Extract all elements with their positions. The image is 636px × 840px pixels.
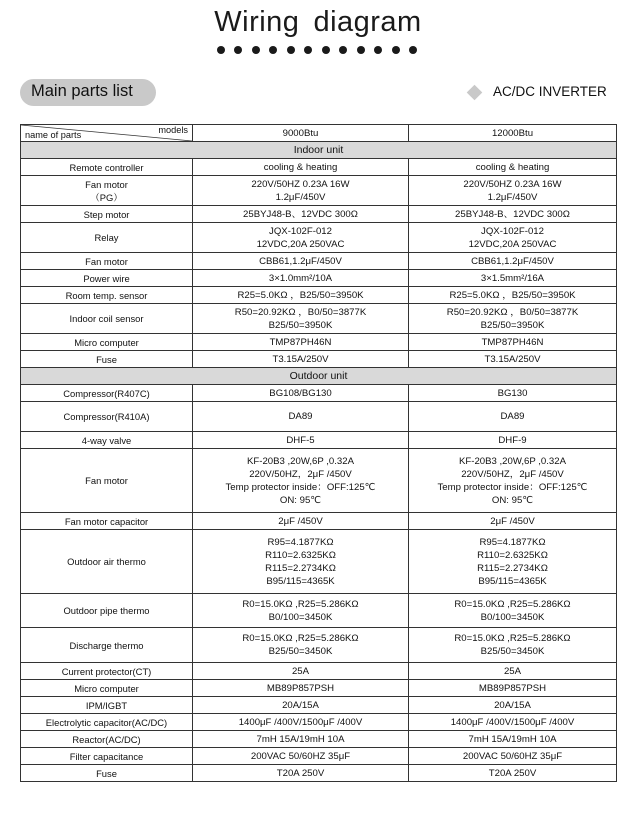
cell-line: T20A 250V [488, 767, 537, 779]
cell-line: R115=2.2734KΩ [477, 562, 548, 574]
cell-line: 200VAC 50/60HZ 35μF [250, 750, 351, 762]
cell-line: 220V/50HZ 0.23A 16W [463, 178, 562, 190]
cell-line: MB89P857PSH [478, 682, 547, 694]
title-dot [252, 46, 260, 54]
spec-9000btu-cell [193, 594, 409, 628]
outdoor-unit-section-label: Outdoor unit [21, 368, 617, 385]
spec-9000btu-cell [193, 206, 409, 223]
spec-12000btu-cell [409, 176, 617, 206]
cell-line: Fuse [96, 767, 117, 779]
table-row [21, 304, 617, 334]
cell-line: Fan motor [85, 475, 128, 486]
cell-line: R95=4.1877KΩ [479, 536, 546, 548]
title-dot [322, 46, 330, 54]
main-parts-list-badge [20, 79, 156, 106]
cell-line: Temp protector inside：OFF:125℃ [437, 481, 588, 493]
part-name-cell [21, 351, 193, 368]
cell-line: Filter capacitance [69, 750, 144, 762]
cell-line: 1.2μF/450V [275, 191, 326, 203]
main-parts-list-label: Main parts list [31, 82, 133, 100]
part-name-cell [21, 432, 193, 449]
spec-12000btu-cell [409, 449, 617, 513]
table-row [21, 385, 617, 402]
spec-12000btu-cell [409, 714, 617, 731]
cell-line: R0=15.0KΩ ,R25=5.286KΩ [454, 633, 571, 644]
indoor-unit-section-label: Indoor unit [21, 142, 617, 159]
cell-line: T3.15A/250V [484, 353, 541, 365]
cell-line: 1400μF /400V/1500μF /400V [450, 716, 575, 728]
spec-9000btu-cell [193, 176, 409, 206]
spec-12000btu-cell [409, 731, 617, 748]
header-corner-cell [21, 125, 193, 142]
cell-line: DA89 [288, 411, 313, 422]
title-dot [287, 46, 295, 54]
part-name-cell [21, 513, 193, 530]
cell-line: Discharge thermo [69, 639, 144, 651]
spec-12000btu-cell [409, 159, 617, 176]
part-name-cell [21, 697, 193, 714]
cell-line: R25=5.0KΩ ，B25/50=3950K [449, 289, 576, 301]
cell-line: Electrolytic capacitor(AC/DC) [45, 716, 168, 728]
parts-table [20, 124, 617, 782]
cell-line: B0/100=3450K [268, 611, 333, 623]
outdoor-unit-section-row [21, 368, 617, 385]
part-name-cell [21, 206, 193, 223]
spec-9000btu-cell [193, 287, 409, 304]
title-dot [339, 46, 347, 54]
cell-line: T3.15A/250V [272, 353, 329, 365]
cell-line: 20A/15A [494, 699, 531, 711]
cell-line: IPM/IGBT [85, 699, 128, 711]
cell-line: 200VAC 50/60HZ 35μF [462, 750, 563, 762]
cell-line: 25BYJ48-B、12VDC 300Ω [455, 208, 570, 220]
title-word-1: Wiring [214, 6, 300, 38]
spec-9000btu-cell [193, 731, 409, 748]
cell-line: 3×1.0mm²/10A [268, 272, 333, 284]
parts-table-body [21, 125, 617, 782]
title-word-2: diagram [313, 6, 422, 38]
table-row [21, 513, 617, 530]
page-title [0, 6, 636, 39]
spec-12000btu-cell [409, 680, 617, 697]
cell-line: R110=2.6325KΩ [477, 549, 548, 561]
spec-9000btu-cell [193, 449, 409, 513]
table-row [21, 176, 617, 206]
spec-12000btu-cell [409, 697, 617, 714]
cell-line: B25/50=3450K [480, 646, 545, 657]
cell-line: R0=15.0KΩ ,R25=5.286KΩ [454, 598, 571, 610]
cell-line: Compressor(R410A) [63, 411, 150, 422]
cell-line: B0/100=3450K [480, 611, 545, 623]
cell-line: Remote controller [69, 161, 144, 173]
table-row [21, 628, 617, 663]
cell-line: R0=15.0KΩ ,R25=5.286KΩ [242, 598, 359, 610]
cell-line: DA89 [500, 411, 525, 422]
spec-12000btu-cell [409, 432, 617, 449]
cell-line: Micro computer [74, 336, 139, 348]
cell-line: DHF-9 [498, 434, 527, 446]
cell-line: JQX-102F-012 [269, 225, 332, 237]
part-name-cell [21, 714, 193, 731]
cell-line: 220V/50HZ，2μF /450V [249, 468, 352, 480]
table-row [21, 206, 617, 223]
cell-line: Reactor(AC/DC) [72, 733, 141, 745]
table-row [21, 731, 617, 748]
cell-line: Room temp. sensor [65, 289, 148, 301]
cell-line: B25/50=3450K [268, 646, 333, 657]
inverter-label: AC/DC INVERTER [493, 84, 607, 99]
table-row [21, 748, 617, 765]
cell-line: Step motor [83, 208, 130, 220]
part-name-cell [21, 765, 193, 782]
spec-9000btu-cell [193, 663, 409, 680]
spec-9000btu-cell [193, 402, 409, 432]
table-row [21, 432, 617, 449]
table-row [21, 680, 617, 697]
title-dot [374, 46, 382, 54]
cell-line: Compressor(R407C) [63, 387, 150, 399]
part-name-cell [21, 304, 193, 334]
part-name-cell [21, 334, 193, 351]
cell-line: Outdoor air thermo [67, 556, 146, 567]
spec-9000btu-cell [193, 697, 409, 714]
spec-12000btu-cell [409, 304, 617, 334]
cell-line: B95/115=4365K [478, 575, 547, 587]
cell-line: 2μF /450V [278, 515, 323, 527]
table-row [21, 334, 617, 351]
spec-12000btu-cell [409, 765, 617, 782]
spec-12000btu-cell [409, 594, 617, 628]
spec-12000btu-cell [409, 663, 617, 680]
spec-9000btu-cell [193, 628, 409, 663]
cell-line: 25BYJ48-B、12VDC 300Ω [243, 208, 358, 220]
header-models-label: models [158, 125, 188, 135]
cell-line: Micro computer [74, 682, 139, 694]
title-dot [269, 46, 277, 54]
cell-line: CBB61,1.2μF/450V [471, 255, 554, 267]
table-row [21, 594, 617, 628]
spec-9000btu-cell [193, 530, 409, 594]
diamond-icon [467, 85, 483, 101]
cell-line: cooling & heating [475, 161, 550, 173]
cell-line: R115=2.2734KΩ [265, 562, 336, 574]
part-name-cell [21, 223, 193, 253]
cell-line: TMP87PH46N [269, 336, 332, 348]
cell-line: R25=5.0KΩ ，B25/50=3950K [237, 289, 364, 301]
table-row [21, 697, 617, 714]
spec-12000btu-cell [409, 287, 617, 304]
part-name-cell [21, 449, 193, 513]
spec-12000btu-cell [409, 206, 617, 223]
cell-line: R50=20.92KΩ ，B0/50=3877K [446, 306, 579, 318]
spec-12000btu-cell [409, 270, 617, 287]
spec-12000btu-cell [409, 223, 617, 253]
spec-9000btu-cell [193, 432, 409, 449]
cell-line: Temp protector inside：OFF:125℃ [225, 481, 376, 493]
part-name-cell [21, 176, 193, 206]
part-name-cell [21, 253, 193, 270]
cell-line: 12VDC,20A 250VAC [468, 238, 557, 250]
spec-9000btu-cell [193, 748, 409, 765]
cell-line: ON: 95℃ [279, 494, 322, 506]
cell-line: cooling & heating [263, 161, 338, 173]
table-row [21, 159, 617, 176]
table-row [21, 351, 617, 368]
cell-line: 25A [291, 665, 310, 677]
spec-9000btu-cell [193, 334, 409, 351]
part-name-cell [21, 530, 193, 594]
table-row [21, 287, 617, 304]
cell-line: Relay [94, 232, 119, 243]
spec-9000btu-cell [193, 223, 409, 253]
spec-12000btu-cell [409, 402, 617, 432]
cell-line: 7mH 15A/19mH 10A [468, 733, 557, 745]
title-dots [217, 44, 417, 56]
cell-line: Indoor coil sensor [69, 313, 144, 324]
header-name-of-parts-label: name of parts [25, 130, 82, 140]
spec-12000btu-cell [409, 334, 617, 351]
spec-12000btu-cell [409, 385, 617, 402]
cell-line: Outdoor pipe thermo [63, 605, 150, 616]
spec-9000btu-cell [193, 680, 409, 697]
cell-line: Current protector(CT) [61, 665, 152, 677]
cell-line: T20A 250V [276, 767, 325, 779]
spec-9000btu-cell [193, 513, 409, 530]
cell-line: 2μF /450V [490, 515, 535, 527]
cell-line: 220V/50HZ 0.23A 16W [251, 178, 350, 190]
cell-line: 7mH 15A/19mH 10A [256, 733, 345, 745]
spec-9000btu-cell [193, 159, 409, 176]
table-row [21, 253, 617, 270]
spec-9000btu-cell [193, 714, 409, 731]
cell-line: 25A [503, 665, 522, 677]
spec-9000btu-cell [193, 304, 409, 334]
cell-line: R95=4.1877KΩ [267, 536, 334, 548]
spec-12000btu-cell [409, 351, 617, 368]
title-dot [217, 46, 225, 54]
spec-12000btu-cell [409, 253, 617, 270]
part-name-cell [21, 402, 193, 432]
cell-line: R0=15.0KΩ ,R25=5.286KΩ [242, 633, 359, 644]
cell-line: MB89P857PSH [266, 682, 335, 694]
table-row [21, 663, 617, 680]
indoor-unit-section-row [21, 142, 617, 159]
cell-line: Fuse [96, 353, 117, 365]
table-row [21, 714, 617, 731]
part-name-cell [21, 731, 193, 748]
cell-line: BG130 [497, 387, 528, 399]
cell-line: Fan motor [85, 178, 128, 190]
title-dot [357, 46, 365, 54]
title-dot [409, 46, 417, 54]
cell-line: R50=20.92KΩ ，B0/50=3877K [234, 306, 367, 318]
cell-line: 1400μF /400V/1500μF /400V [238, 716, 363, 728]
title-dot [392, 46, 400, 54]
cell-line: CBB61,1.2μF/450V [259, 255, 342, 267]
table-row [21, 765, 617, 782]
cell-line: B25/50=3950K [480, 319, 545, 331]
cell-line: Fan motor [85, 255, 128, 267]
cell-line: 20A/15A [282, 699, 319, 711]
spec-12000btu-cell [409, 628, 617, 663]
spec-12000btu-cell [409, 513, 617, 530]
cell-line: 12VDC,20A 250VAC [256, 238, 345, 250]
header-12000btu: 12000Btu [409, 125, 617, 142]
part-name-cell [21, 663, 193, 680]
table-row [21, 449, 617, 513]
title-dot [304, 46, 312, 54]
cell-line: DHF-5 [286, 434, 315, 446]
cell-line: B25/50=3950K [268, 319, 333, 331]
cell-line: Power wire [83, 272, 130, 284]
part-name-cell [21, 385, 193, 402]
cell-line: JQX-102F-012 [481, 225, 544, 237]
table-header-row [21, 125, 617, 142]
cell-line: 1.2μF/450V [487, 191, 538, 203]
title-dot [234, 46, 242, 54]
cell-line: ON: 95℃ [491, 494, 534, 506]
spec-9000btu-cell [193, 351, 409, 368]
part-name-cell [21, 680, 193, 697]
cell-line: （PG） [90, 191, 123, 203]
part-name-cell [21, 159, 193, 176]
cell-line: R110=2.6325KΩ [265, 549, 336, 561]
cell-line: 220V/50HZ，2μF /450V [461, 468, 564, 480]
cell-line: B95/115=4365K [266, 575, 335, 587]
spec-9000btu-cell [193, 765, 409, 782]
cell-line: Fan motor capacitor [64, 515, 149, 527]
header-9000btu: 9000Btu [193, 125, 409, 142]
table-row [21, 223, 617, 253]
part-name-cell [21, 748, 193, 765]
part-name-cell [21, 287, 193, 304]
cell-line: BG108/BG130 [269, 387, 332, 399]
table-row [21, 530, 617, 594]
part-name-cell [21, 270, 193, 287]
cell-line: KF-20B3 ,20W,6P ,0.32A [458, 455, 567, 467]
table-row [21, 402, 617, 432]
part-name-cell [21, 594, 193, 628]
cell-line: KF-20B3 ,20W,6P ,0.32A [246, 455, 355, 467]
part-name-cell [21, 628, 193, 663]
cell-line: 3×1.5mm²/16A [480, 272, 545, 284]
spec-9000btu-cell [193, 270, 409, 287]
spec-9000btu-cell [193, 253, 409, 270]
spec-12000btu-cell [409, 530, 617, 594]
spec-9000btu-cell [193, 385, 409, 402]
spec-12000btu-cell [409, 748, 617, 765]
cell-line: TMP87PH46N [481, 336, 544, 348]
cell-line: 4-way valve [81, 434, 132, 446]
table-row [21, 270, 617, 287]
